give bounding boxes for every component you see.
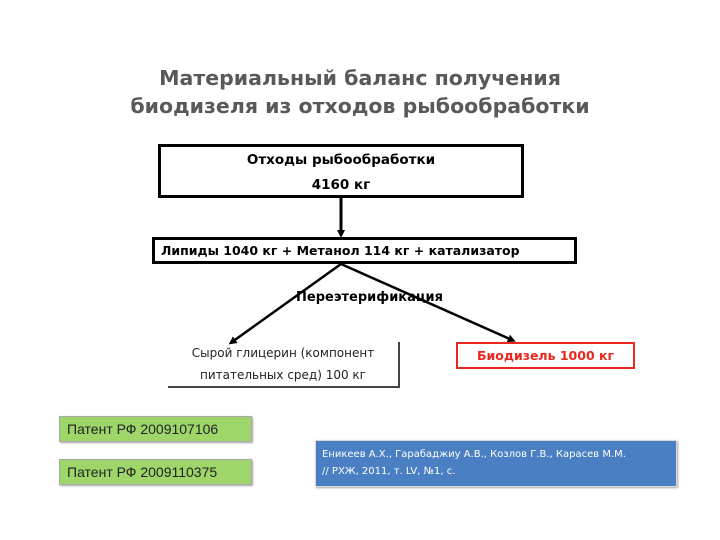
glycerin-box — [168, 342, 400, 388]
title-line-2: биодизеля из отходов рыбообработки — [130, 94, 590, 118]
patent-badge-2: Патент РФ 2009110375 — [59, 459, 252, 485]
waste-amount: 4160 кг — [311, 177, 371, 193]
title-line-1: Материальный баланс получения — [159, 66, 561, 90]
patent-badge-1: Патент РФ 2009107106 — [59, 416, 252, 442]
reference-box — [315, 440, 677, 487]
waste-box — [158, 144, 524, 198]
reference-line-2: // РХЖ, 2011, т. LV, №1, с. — [322, 466, 456, 477]
lipids-box: Липиды 1040 кг + Метанол 114 кг + катализатор — [152, 237, 577, 264]
biodiesel-box: Биодизель 1000 кг — [456, 342, 635, 369]
glycerin-line-2: питательных сред) 100 кг — [199, 368, 366, 382]
glycerin-line-1: Сырой глицерин (компонент — [191, 346, 375, 360]
waste-label: Отходы рыбообработки — [246, 152, 436, 168]
process-label: Переэтерификация — [296, 290, 443, 305]
reference-line-1: Еникеев А.Х., Гарабаджиу А.В., Козлов Г.В., Карасев М.М. — [322, 449, 626, 460]
